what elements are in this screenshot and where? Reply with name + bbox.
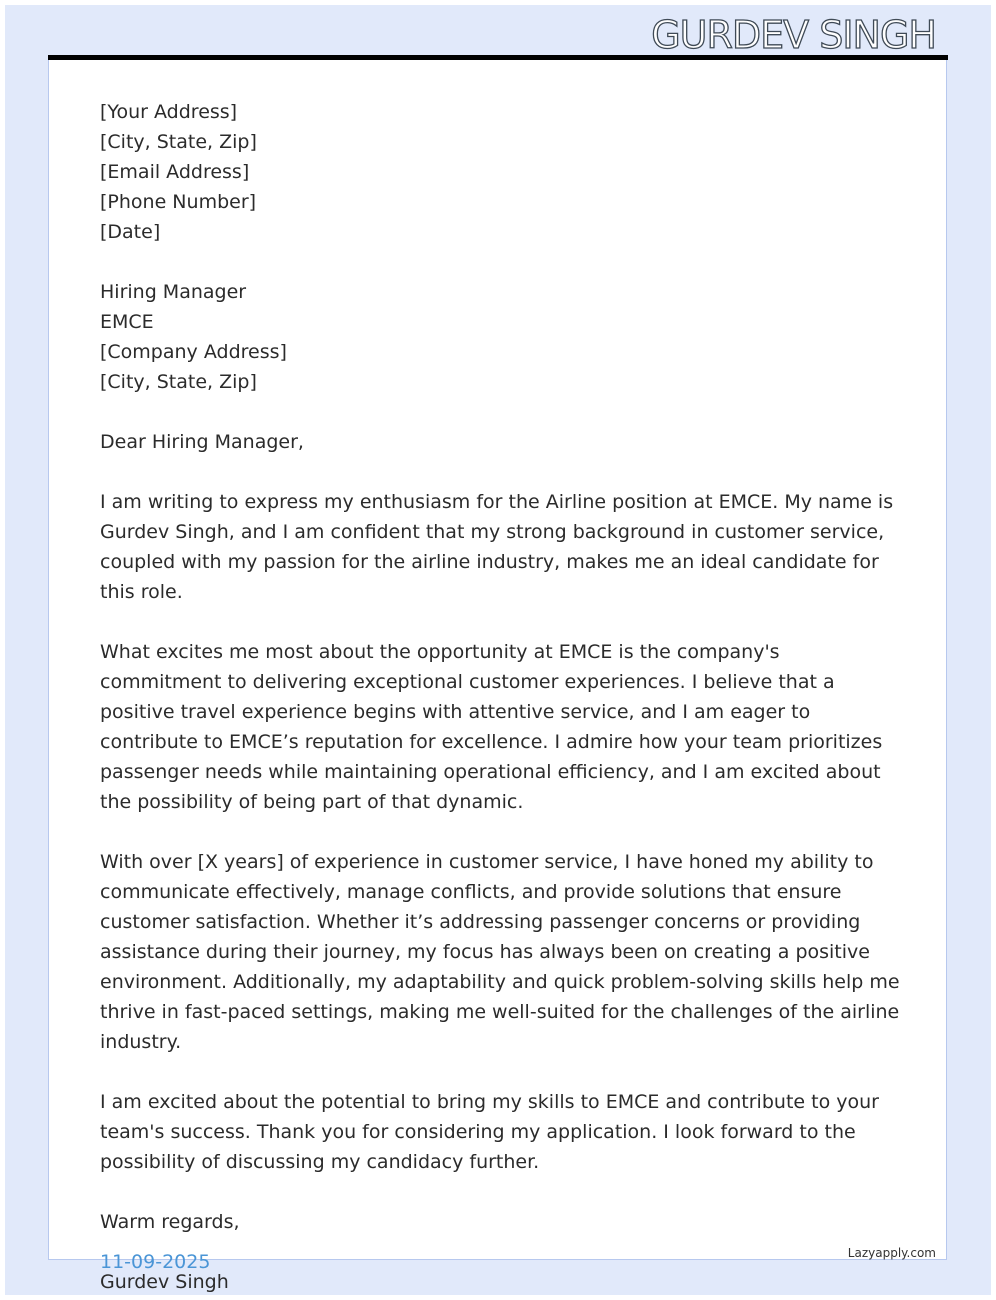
recipient-address: [Company Address] (100, 341, 287, 363)
sender-city-state-zip: [City, State, Zip] (100, 131, 257, 153)
recipient-title: Hiring Manager (100, 281, 247, 303)
body-paragraph-experience: With over [X years] of experience in customer service, I have honed my ability to communicate effectively, manage conflicts, and provide solutions that ensure customer satisfaction. Whether it’s addressing passenger concerns or providing assistance during their journey, my focus has always been on creating a positive environment. Additionally, my adaptability and quick problem-solving skills help me thrive in fast-paced settings, making me well-suited for the challenges of the airline industry. (100, 851, 900, 1053)
sender-date: [Date] (100, 221, 161, 243)
letter-content (100, 97, 900, 1297)
applicant-name-header: GURDEV SINGH (651, 13, 936, 57)
body-paragraph-intro: I am writing to express my enthusiasm for the Airline position at EMCE. My name is Gurdev Singh, and I am confident that my strong background in customer service, coupled with my passion for the airline industry, makes me an ideal candidate for this role. (100, 491, 894, 603)
closing-phrase: Warm regards, (100, 1211, 240, 1233)
footer-date: 11-09-2025 (100, 1251, 211, 1273)
recipient-company: EMCE (100, 311, 154, 333)
salutation: Dear Hiring Manager, (100, 431, 304, 453)
sender-phone: [Phone Number] (100, 191, 257, 213)
signature-name: Gurdev Singh (100, 1271, 229, 1293)
watermark-text: Lazyapply.com (847, 1246, 936, 1260)
recipient-block (100, 277, 900, 397)
body-paragraph-closing: I am excited about the potential to bring my skills to EMCE and contribute to your team's success. Thank you for considering my application. I look forward to the possibility of discussing my candidacy further. (100, 1091, 879, 1173)
sender-block (100, 97, 900, 247)
recipient-city-state-zip: [City, State, Zip] (100, 371, 257, 393)
body-paragraph-motivation: What excites me most about the opportunity at EMCE is the company's commitment to delivering exceptional customer experiences. I believe that a positive travel experience begins with attentive service, and I am eager to contribute to EMCE’s reputation for excellence. I admire how your team prioritizes passenger needs while maintaining operational efficiency, and I am excited about the possibility of being part of that dynamic. (100, 641, 883, 813)
sender-email: [Email Address] (100, 161, 250, 183)
sender-address: [Your Address] (100, 101, 238, 123)
